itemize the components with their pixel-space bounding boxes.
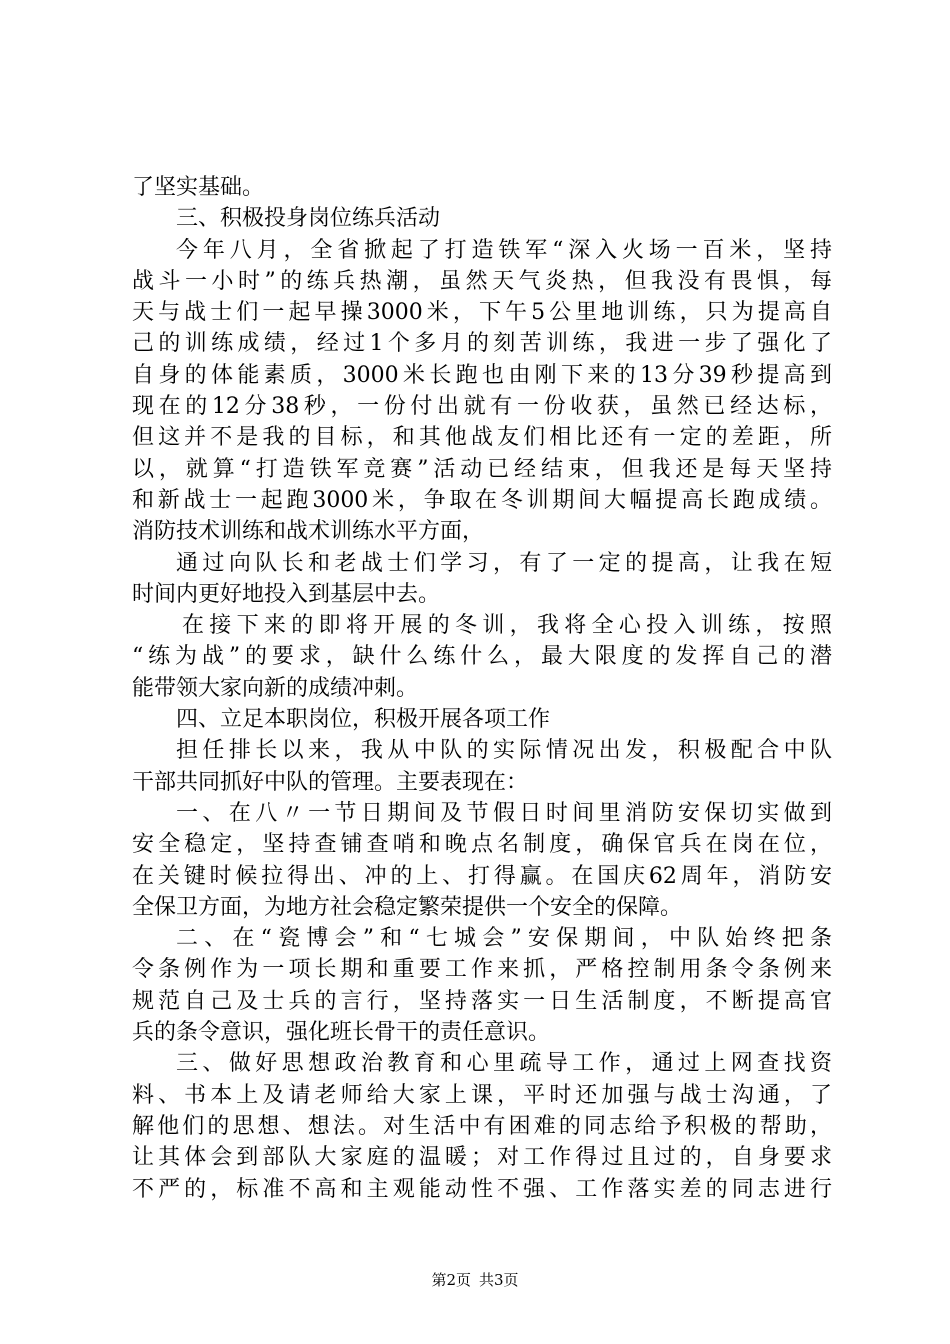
text-line: 了坚实基础。 — [132, 175, 265, 200]
text-line: 让其体会到部队大家庭的温暖；对工作得过且过的，自身要求 — [132, 1145, 832, 1171]
text-line: 今年八月，全省掀起了打造铁军“深入火场一百米，坚持 — [176, 237, 832, 263]
section-heading: 四、立足本职岗位，积极开展各项工作 — [176, 707, 551, 733]
text-line: 解他们的思想、想法。对生活中有困难的同志给予积极的帮助， — [132, 1113, 832, 1139]
page-number: 第2页 — [431, 1271, 471, 1289]
text-line: 全保卫方面，为地方社会稳定繁荣提供一个安全的保障。 — [132, 894, 683, 920]
text-line: 在关键时候拉得出、冲的上、打得赢。在国庆62周年，消防安 — [132, 863, 832, 889]
text-line: “练为战”的要求，缺什么练什么，最大限度的发挥自己的潜 — [132, 644, 832, 670]
document-body — [132, 172, 832, 1205]
text-line: 自身的体能素质，3000米长跑也由刚下来的13分39秒提高到 — [132, 362, 832, 388]
text-line: 天与战士们一起早操3000米，下午5公里地训练，只为提高自 — [132, 300, 832, 326]
text-line: 在接下来的即将开展的冬训，我将全心投入训练，按照 — [182, 613, 832, 639]
text-line: 己的训练成绩，经过1个多月的刻苦训练，我进一步了强化了 — [132, 331, 832, 357]
page-total: 共3页 — [479, 1271, 519, 1289]
text-line: 干部共同抓好中队的管理。主要表现在： — [132, 769, 529, 795]
text-line: 安全稳定，坚持查铺查哨和晚点名制度，确保官兵在岗在位， — [132, 832, 832, 858]
text-line: 时间内更好地投入到基层中去。 — [132, 581, 441, 607]
text-line: 兵的条令意识，强化班长骨干的责任意识。 — [132, 1020, 551, 1046]
text-line: 通过向队长和老战士们学习，有了一定的提高，让我在短 — [176, 550, 832, 576]
text-line: 规范自己及士兵的言行，坚持落实一日生活制度，不断提高官 — [132, 988, 832, 1014]
text-line: 消防技术训练和战术训练水平方面， — [132, 519, 485, 545]
text-line: 三、做好思想政治教育和心里疏导工作，通过上网查找资 — [176, 1051, 832, 1077]
page-footer — [0, 1270, 950, 1290]
text-line: 一、在八〃一节日期间及节假日时间里消防安保切实做到 — [176, 800, 832, 826]
text-line: 二、在“瓷博会”和“七城会”安保期间，中队始终把条 — [176, 926, 832, 952]
text-line: 以，就算“打造铁军竞赛”活动已经结束，但我还是每天坚持 — [132, 456, 832, 482]
text-line: 和新战士一起跑3000米，争取在冬训期间大幅提高长跑成绩。 — [132, 487, 832, 513]
text-line: 但这并不是我的目标，和其他战友们相比还有一定的差距，所 — [132, 425, 832, 451]
section-heading: 三、积极投身岗位练兵活动 — [176, 206, 441, 232]
text-line: 现在的12分38秒，一份付出就有一份收获，虽然已经达标， — [132, 394, 832, 420]
text-line: 能带领大家向新的成绩冲刺。 — [132, 675, 419, 701]
text-line: 令条例作为一项长期和重要工作来抓，严格控制用条令条例来 — [132, 957, 832, 983]
text-line: 料、书本上及请老师给大家上课，平时还加强与战士沟通，了 — [132, 1082, 832, 1108]
text-line: 不严的，标准不高和主观能动性不强、工作落实差的同志进行 — [132, 1176, 832, 1202]
text-line: 担任排长以来，我从中队的实际情况出发，积极配合中队 — [176, 738, 832, 764]
text-line: 战斗一小时”的练兵热潮，虽然天气炎热，但我没有畏惧，每 — [132, 268, 832, 294]
